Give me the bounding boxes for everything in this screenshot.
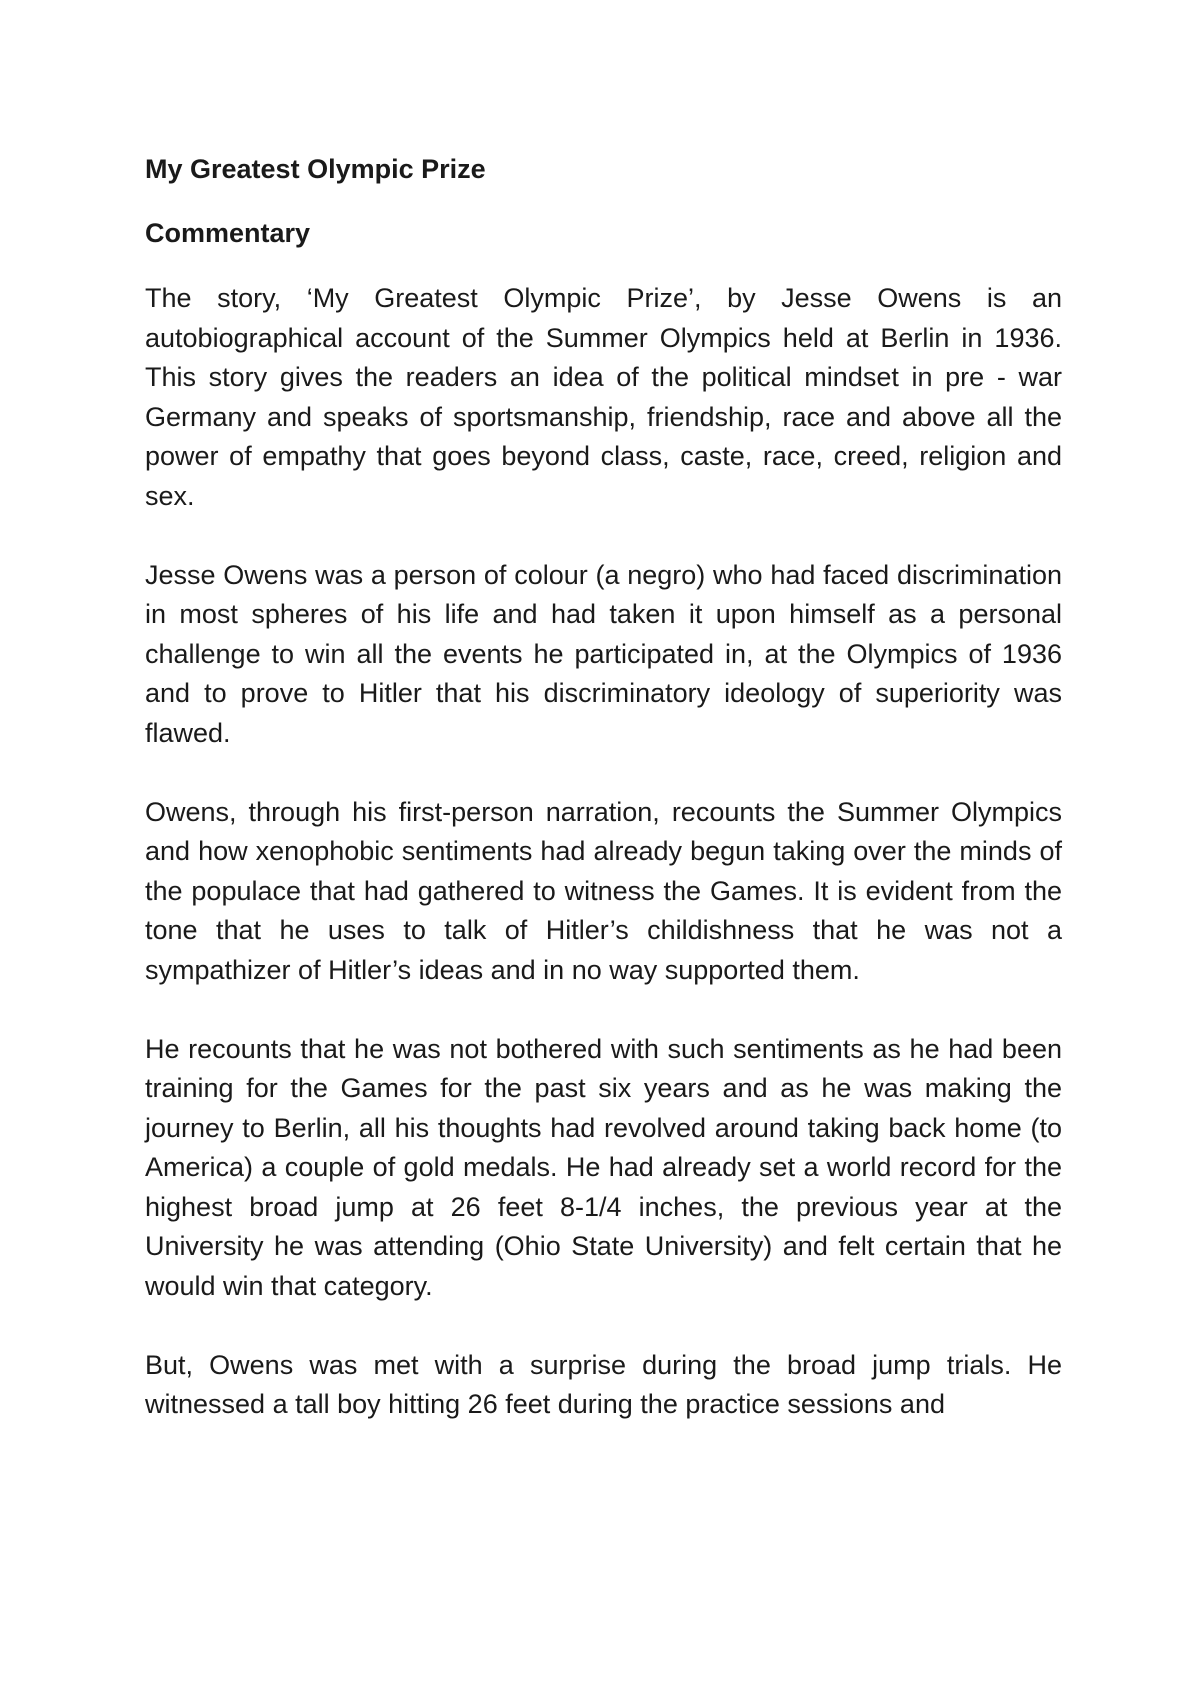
paragraph-spacer xyxy=(145,1306,1062,1346)
paragraph-1: The story, ‘My Greatest Olympic Prize’, by Jesse Owens is an autobiographical account of the Summer Olympics held at Berlin in 1936. This story gives the readers an idea of the political mindset in pre - war Germany and speaks of sportsmanship, friendship, race and above all the power of empathy that goes beyond class, caste, race, creed, religion and sex. xyxy=(145,283,1062,511)
paragraph-spacer xyxy=(145,990,1062,1030)
paragraph-4: He recounts that he was not bothered with such sentiments as he had been training for the Games for the past six years and as he was making the journey to Berlin, all his thoughts had revolved around taking back home (to America) a couple of gold medals. He had already set a world record for the highest broad jump at 26 feet 8-1/4 inches, the previous year at the University he was attending (Ohio State University) and felt certain that he would win that category. xyxy=(145,1033,1062,1301)
paragraph-spacer xyxy=(145,753,1062,793)
paragraph-2: Jesse Owens was a person of colour (a negro) who had faced discrimination in most spheres of his life and had taken it upon himself as a personal challenge to win all the events he participated in, at the Olympics of 1936 and to prove to Hitler that his discriminatory ideology of superiority was flawed. xyxy=(145,559,1062,748)
document-title: My Greatest Olympic Prize xyxy=(145,154,486,184)
document-page xyxy=(145,150,1062,1425)
paragraph-5: But, Owens was met with a surprise during the broad jump trials. He witnessed a tall boy hitting 26 feet during the practice sessions and xyxy=(145,1349,1062,1419)
paragraph-3: Owens, through his first-person narration, recounts the Summer Olympics and how xenophobic sentiments had already begun taking over the minds of the populace that had gathered to witness the Games. It is evident from the tone that he uses to talk of Hitler’s childishness that he was not a sympathizer of Hitler’s ideas and in no way supported them. xyxy=(145,796,1062,985)
paragraph-spacer xyxy=(145,516,1062,556)
document-subtitle: Commentary xyxy=(145,217,311,248)
